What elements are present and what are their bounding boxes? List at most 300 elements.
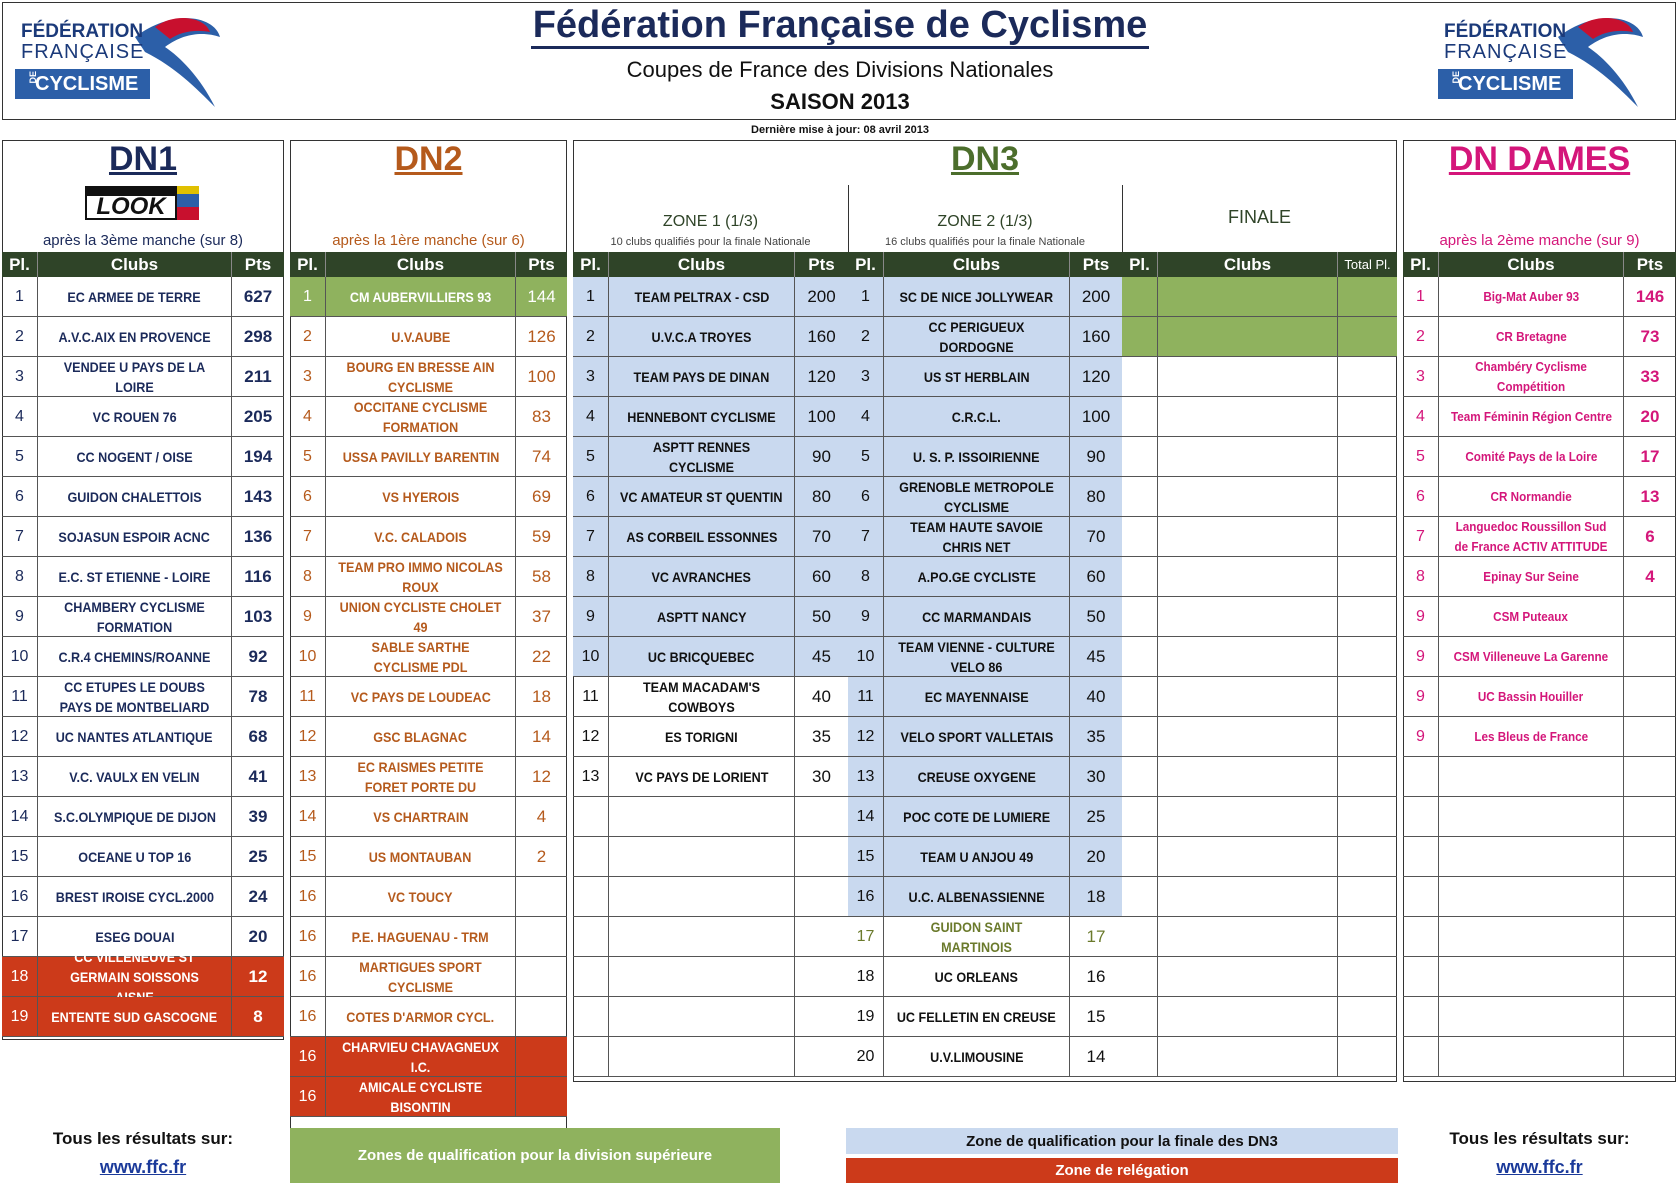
club-text: VENDEE U PAYS DE LA LOIRE <box>63 358 206 395</box>
club-text: Comité Pays de la Loire <box>1464 448 1597 464</box>
place-cell <box>1122 677 1158 716</box>
club-text: A.PO.GE CYCLISTE <box>917 568 1036 585</box>
empty-row <box>573 797 848 837</box>
logo-line2: FRANÇAISE <box>21 41 145 63</box>
club-text: UC BRICQUEBEC <box>648 648 755 665</box>
points-cell <box>1070 957 1122 996</box>
club-text: EC RAISMES PETITE FORET PORTE DU <box>357 758 484 795</box>
club-text: SABLE SARTHE CYCLISME PDL <box>371 638 470 675</box>
club-cell <box>1158 517 1338 556</box>
club-text: VC TOUCY <box>388 888 453 905</box>
points-text: 74 <box>532 446 551 466</box>
table-row <box>2 717 284 757</box>
table-row <box>1403 477 1676 517</box>
club-cell <box>1158 797 1338 836</box>
points-cell <box>232 437 284 476</box>
points-cell <box>1624 717 1676 756</box>
place-cell <box>2 637 38 676</box>
empty-row <box>1403 877 1676 917</box>
points-cell <box>1070 1037 1122 1076</box>
place-text: 16 <box>856 887 875 905</box>
points-text: 12 <box>532 766 551 786</box>
points-text: 100 <box>1081 406 1111 426</box>
points-cell <box>1070 397 1122 436</box>
table-row <box>2 517 284 557</box>
club-text: UC ORLEANS <box>934 968 1019 985</box>
club-cell <box>1158 637 1338 676</box>
place-cell <box>848 357 884 396</box>
last-update: Dernière mise à jour: 08 avril 2013 <box>751 124 929 136</box>
total-cell <box>1338 877 1397 916</box>
place-cell <box>573 677 609 716</box>
empty-row <box>1403 797 1676 837</box>
place-text: 9 <box>1416 687 1425 705</box>
place-cell <box>848 957 884 996</box>
points-text: 59 <box>532 526 551 546</box>
place-cell <box>2 957 38 996</box>
club-cell <box>1439 797 1624 836</box>
points-text: 160 <box>1081 326 1111 346</box>
points-text: 120 <box>1081 366 1111 386</box>
club-cell <box>326 757 516 796</box>
col-pl: Pl. <box>848 252 884 277</box>
place-text: 2 <box>15 327 24 345</box>
table-row <box>848 437 1122 477</box>
place-cell <box>573 917 609 956</box>
club-text: CC ETUPES LE DOUBS PAYS DE MONTBELIARD <box>59 678 210 715</box>
club-cell <box>1439 877 1624 916</box>
table-row <box>290 677 567 717</box>
place-cell <box>573 317 609 356</box>
place-cell <box>1122 637 1158 676</box>
points-cell <box>232 877 284 916</box>
place-text: 3 <box>586 367 595 385</box>
place-cell <box>573 637 609 676</box>
table-row <box>2 557 284 597</box>
table-row <box>573 357 848 397</box>
col-pts: Pts <box>808 254 835 274</box>
table-row <box>848 677 1122 717</box>
points-cell <box>1624 597 1676 636</box>
points-cell <box>516 397 567 436</box>
place-cell <box>573 597 609 636</box>
place-cell <box>2 757 38 796</box>
points-cell <box>232 757 284 796</box>
points-cell <box>1624 357 1676 396</box>
club-cell <box>1439 437 1624 476</box>
points-cell <box>232 797 284 836</box>
dames-title: DN DAMES <box>1448 140 1631 178</box>
club-cell <box>609 757 795 796</box>
table-row <box>290 1037 567 1077</box>
col-clubs: Clubs <box>326 252 516 277</box>
points-cell <box>1070 637 1122 676</box>
club-cell <box>884 877 1070 916</box>
place-cell <box>1122 717 1158 756</box>
club-cell <box>1439 557 1624 596</box>
club-cell <box>609 917 795 956</box>
place-cell <box>573 397 609 436</box>
points-text: 30 <box>1086 766 1106 786</box>
place-text: 16 <box>298 967 317 985</box>
points-text: 78 <box>248 686 268 706</box>
table-row <box>848 477 1122 517</box>
club-cell <box>1158 877 1338 916</box>
place-text: 8 <box>861 567 870 585</box>
finale-table-header <box>1122 252 1397 277</box>
place-cell <box>290 957 326 996</box>
finale-row <box>1122 797 1397 837</box>
points-text: 4 <box>1645 566 1655 586</box>
points-text: 13 <box>1640 486 1660 506</box>
col-pl: Pl. <box>290 252 326 277</box>
points-cell <box>232 557 284 596</box>
empty-row <box>573 837 848 877</box>
place-cell <box>848 677 884 716</box>
points-cell <box>1070 997 1122 1036</box>
points-text: 70 <box>1086 526 1106 546</box>
club-text: ESEG DOUAI <box>94 928 175 945</box>
place-text: 4 <box>861 407 870 425</box>
place-cell <box>1122 317 1158 356</box>
place-text: 9 <box>1416 607 1425 625</box>
table-row <box>2 677 284 717</box>
club-text: HENNEBONT CYCLISME <box>627 408 776 425</box>
table-row <box>2 997 284 1037</box>
finale-row <box>1122 917 1397 957</box>
total-cell <box>1338 517 1397 556</box>
place-cell <box>573 877 609 916</box>
place-cell <box>290 797 326 836</box>
table-row <box>848 837 1122 877</box>
place-text: 15 <box>856 847 875 865</box>
place-cell <box>1403 397 1439 436</box>
points-cell <box>232 357 284 396</box>
points-cell <box>516 1077 567 1116</box>
table-row <box>848 717 1122 757</box>
finale-row <box>1122 877 1397 917</box>
finale-row <box>1122 717 1397 757</box>
place-cell <box>1122 957 1158 996</box>
points-text: 41 <box>248 766 268 786</box>
club-cell <box>884 357 1070 396</box>
club-cell <box>38 757 232 796</box>
club-cell <box>1158 397 1338 436</box>
total-cell <box>1338 637 1397 676</box>
points-text: 14 <box>1086 1046 1106 1066</box>
points-text: 15 <box>1086 1006 1106 1026</box>
table-row <box>290 957 567 997</box>
points-cell <box>1624 277 1676 316</box>
table-row <box>1403 357 1676 397</box>
club-text: VC ROUEN 76 <box>92 408 177 425</box>
table-row <box>1403 717 1676 757</box>
place-text: 2 <box>586 327 595 345</box>
points-cell <box>1624 837 1676 876</box>
place-cell <box>1122 477 1158 516</box>
club-cell <box>884 317 1070 356</box>
place-cell <box>848 517 884 556</box>
place-cell <box>1122 757 1158 796</box>
season-label: SAISON 2013 <box>770 89 910 114</box>
place-text: 5 <box>586 447 595 465</box>
place-cell <box>1122 517 1158 556</box>
points-cell <box>1070 837 1122 876</box>
place-text: 12 <box>581 727 600 745</box>
place-cell <box>2 397 38 436</box>
club-text: SC DE NICE JOLLYWEAR <box>899 288 1054 305</box>
place-cell <box>2 717 38 756</box>
place-cell <box>848 477 884 516</box>
points-text: 194 <box>243 446 273 466</box>
footer-link-right[interactable]: www.ffc.fr <box>1496 1157 1583 1177</box>
club-cell <box>38 477 232 516</box>
club-cell <box>1439 637 1624 676</box>
points-text: 90 <box>812 446 831 466</box>
points-cell <box>1624 1037 1676 1076</box>
points-text: 18 <box>532 686 551 706</box>
table-row <box>2 877 284 917</box>
empty-row <box>573 1037 848 1077</box>
points-cell <box>795 477 848 516</box>
points-cell <box>516 957 567 996</box>
points-cell <box>795 877 848 916</box>
points-text: 146 <box>1635 286 1665 306</box>
points-cell <box>1624 437 1676 476</box>
club-cell <box>1158 757 1338 796</box>
total-cell <box>1338 277 1397 316</box>
club-cell <box>1158 917 1338 956</box>
club-cell <box>38 948 232 996</box>
club-cell <box>38 357 232 396</box>
place-cell <box>573 837 609 876</box>
table-row <box>290 557 567 597</box>
empty-row <box>573 957 848 997</box>
place-cell <box>2 677 38 716</box>
legend-blue: Zone de qualification pour la finale des DN3 <box>846 1128 1398 1154</box>
table-row <box>1403 677 1676 717</box>
points-text: 211 <box>244 366 272 386</box>
club-text: CM AUBERVILLIERS 93 <box>349 288 492 305</box>
place-cell <box>1403 917 1439 956</box>
points-cell <box>516 877 567 916</box>
finale-row <box>1122 477 1397 517</box>
points-text: 73 <box>1640 326 1660 346</box>
place-cell <box>290 597 326 636</box>
points-text: 25 <box>1086 806 1106 826</box>
table-row <box>1403 517 1676 557</box>
club-text: CC VILLENEUVE ST GERMAIN SOISSONS <box>70 948 199 985</box>
club-cell <box>38 677 232 716</box>
logo-line3: DE CYCLISME <box>15 69 150 99</box>
club-text: C.R.C.L. <box>951 408 1001 425</box>
points-cell <box>516 517 567 556</box>
logo-line3: DE CYCLISME <box>1438 69 1573 99</box>
club-cell <box>884 797 1070 836</box>
points-cell <box>232 317 284 356</box>
points-cell <box>516 637 567 676</box>
place-text: 13 <box>10 767 29 785</box>
club-cell <box>609 677 795 716</box>
points-text: 200 <box>1081 286 1111 306</box>
place-cell <box>2 357 38 396</box>
club-text: GRENOBLE METROPOLE CYCLISME <box>899 478 1054 515</box>
points-cell <box>1070 597 1122 636</box>
club-text: ENTENTE SUD GASCOGNE <box>51 1008 218 1025</box>
col-pts: Pts <box>528 254 555 274</box>
finale-row <box>1122 597 1397 637</box>
points-text: 12 <box>248 966 268 986</box>
place-cell <box>2 797 38 836</box>
club-cell <box>884 557 1070 596</box>
finale-row <box>1122 317 1397 357</box>
points-text: 4 <box>536 806 547 826</box>
place-text: 7 <box>303 527 312 545</box>
points-cell <box>232 397 284 436</box>
place-cell <box>848 997 884 1036</box>
club-text: TEAM PAYS DE DINAN <box>633 368 770 385</box>
table-row <box>848 517 1122 557</box>
table-row <box>573 597 848 637</box>
place-cell <box>1122 277 1158 316</box>
place-cell <box>1403 357 1439 396</box>
place-text: 11 <box>857 687 874 705</box>
points-text: 30 <box>812 766 831 786</box>
points-text: 627 <box>243 286 273 306</box>
ffc-logo-right <box>1438 7 1663 112</box>
place-cell <box>848 437 884 476</box>
table-row <box>573 717 848 757</box>
table-row <box>290 757 567 797</box>
table-row <box>573 477 848 517</box>
points-text: 20 <box>1640 406 1660 426</box>
club-text: Les Bleus de France <box>1474 728 1588 744</box>
club-cell <box>884 437 1070 476</box>
place-cell <box>2 877 38 916</box>
club-cell <box>884 477 1070 516</box>
place-cell <box>573 757 609 796</box>
club-cell <box>609 597 795 636</box>
place-text: 1 <box>861 287 870 305</box>
logo-line2: FRANÇAISE <box>1444 41 1568 63</box>
points-cell <box>232 957 284 996</box>
club-cell <box>326 717 516 756</box>
place-cell <box>2 837 38 876</box>
place-text: 9 <box>1416 727 1425 745</box>
place-text: 16 <box>298 1087 317 1105</box>
club-cell <box>326 277 516 316</box>
logo-line1: FÉDÉRATION <box>1444 21 1567 42</box>
table-row <box>290 357 567 397</box>
place-text: 16 <box>298 887 317 905</box>
points-text: 33 <box>1640 366 1660 386</box>
points-cell <box>232 717 284 756</box>
place-text: 10 <box>298 647 317 665</box>
place-text: 13 <box>856 767 875 785</box>
place-text: 3 <box>15 367 24 385</box>
place-cell <box>290 397 326 436</box>
place-text: 1 <box>303 287 312 305</box>
place-text: 2 <box>1416 327 1425 345</box>
club-cell <box>1439 1037 1624 1076</box>
points-cell <box>1070 437 1122 476</box>
club-text: US MONTAUBAN <box>369 848 472 865</box>
club-cell <box>884 717 1070 756</box>
points-text: 126 <box>527 326 556 346</box>
points-cell <box>516 597 567 636</box>
place-text: 8 <box>15 567 24 585</box>
club-cell <box>609 1037 795 1076</box>
table-row <box>290 397 567 437</box>
col-clubs: Clubs <box>609 252 795 277</box>
look-logo: LOOK <box>85 186 199 222</box>
place-cell <box>573 517 609 556</box>
place-cell <box>1122 357 1158 396</box>
points-text: 40 <box>812 686 831 706</box>
place-cell <box>1403 557 1439 596</box>
total-cell <box>1338 597 1397 636</box>
table-row <box>290 917 567 957</box>
club-text: Languedoc Roussillon Sud de France ACTIV ATTITUDE <box>1454 518 1608 554</box>
points-cell <box>1624 557 1676 596</box>
club-text: C.R.4 CHEMINS/ROANNE <box>58 648 211 665</box>
points-text: 35 <box>812 726 831 746</box>
page-subtitle: Coupes de France des Divisions Nationales <box>626 57 1054 82</box>
club-text: UNION CYCLISTE CHOLET 49 <box>339 598 502 635</box>
points-text: 68 <box>248 726 268 746</box>
club-cell <box>1158 357 1338 396</box>
club-text: U.V.AUBE <box>390 328 451 345</box>
club-cell <box>609 357 795 396</box>
club-text: OCCITANE CYCLISME FORMATION <box>353 398 488 435</box>
club-text: AMICALE CYCLISTE BISONTIN <box>358 1078 483 1115</box>
place-text: 4 <box>15 407 24 425</box>
club-cell <box>609 397 795 436</box>
club-cell <box>1158 997 1338 1036</box>
table-row <box>848 357 1122 397</box>
place-cell <box>2 597 38 636</box>
points-cell <box>516 677 567 716</box>
place-cell <box>573 997 609 1036</box>
points-cell <box>1624 677 1676 716</box>
place-cell <box>290 997 326 1036</box>
place-text: 5 <box>15 447 24 465</box>
place-text: 4 <box>303 407 312 425</box>
place-cell <box>290 557 326 596</box>
club-cell <box>38 597 232 636</box>
finale-row <box>1122 357 1397 397</box>
club-text: CREUSE OXYGENE <box>917 768 1036 785</box>
finale-row <box>1122 757 1397 797</box>
points-text: 100 <box>807 406 836 426</box>
place-cell <box>290 757 326 796</box>
club-cell <box>38 837 232 876</box>
points-cell <box>516 717 567 756</box>
points-cell <box>516 837 567 876</box>
points-text: 18 <box>1086 886 1106 906</box>
table-row <box>573 637 848 677</box>
ffc-logo-left <box>15 7 240 112</box>
footer-link-left[interactable]: www.ffc.fr <box>99 1157 187 1177</box>
club-text: ES TORIGNI <box>665 728 738 745</box>
points-cell <box>795 1037 848 1076</box>
page-title: Fédération Française de Cyclisme <box>400 4 1280 47</box>
place-cell <box>290 1077 326 1116</box>
dn2-note: après la 1ère manche (sur 6) <box>332 232 525 249</box>
points-cell <box>232 837 284 876</box>
empty-row <box>1403 917 1676 957</box>
club-text: Team Féminin Région Centre <box>1450 408 1612 424</box>
